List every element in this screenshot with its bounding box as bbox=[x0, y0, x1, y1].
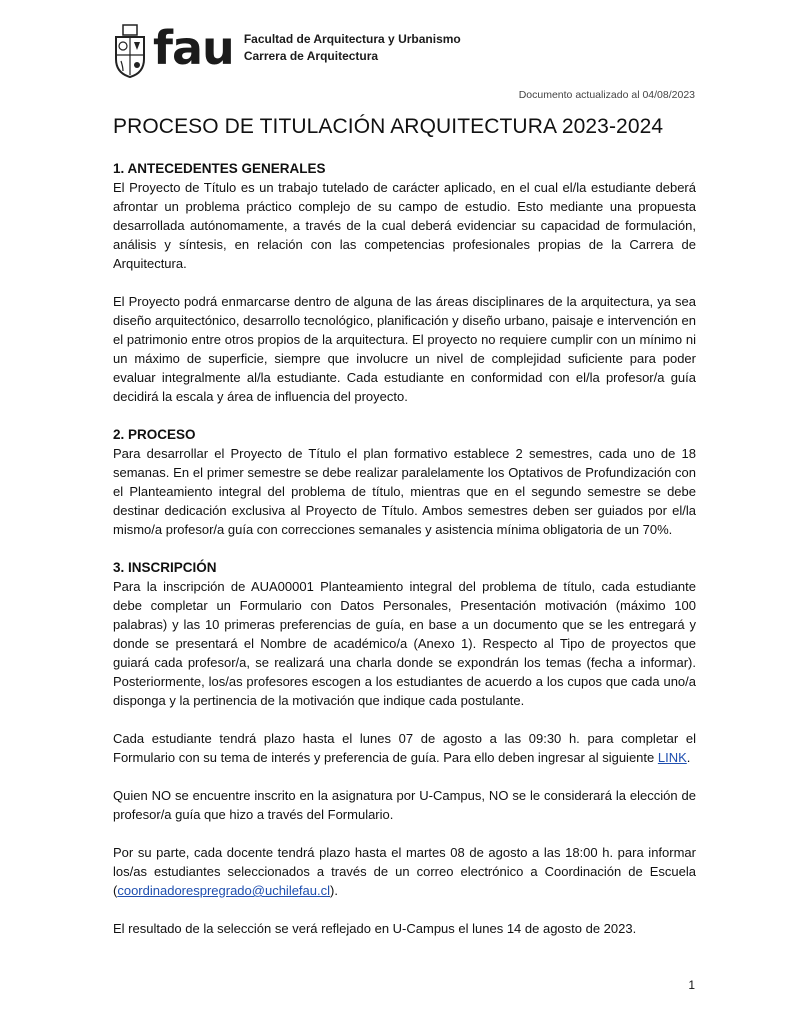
paragraph: Para desarrollar el Proyecto de Título el plan formativo establece 2 semestres, cada uno de 18 semanas. En el primer semestre se debe realizar paralelamente los Optativos de Profundización con el Planteamiento integral del problema de título, mientras que en el segundo semestre se debe destinar dedicación exclusiva al Proyecto de Título. Ambos semestres deben ser guiados por el/la mismo/a profesor/a guía con correcciones semanales y asistencia mínima obligatoria de un 70%. bbox=[113, 446, 696, 537]
faculty-name-block bbox=[244, 31, 461, 65]
section-proceso bbox=[113, 425, 696, 539]
paragraph-with-email bbox=[113, 843, 696, 900]
paragraph: Quien NO se encuentre inscrito en la asignatura por U-Campus, NO se le considerará la elección de profesor/a guía que hizo a través del Formulario. bbox=[113, 788, 696, 822]
section-heading: 3. INSCRIPCIÓN bbox=[113, 560, 217, 575]
paragraph-with-link bbox=[113, 729, 696, 767]
paragraph: El Proyecto de Título es un trabajo tutelado de carácter aplicado, en el cual el/la estudiante deberá afrontar un problema práctico complejo de su campo de estudio. Esto mediante una propuesta desarrollada autónomamente, a través de la cual deberá evidenciar su capacidad de formulación, análisis y síntesis, en relación con las competencias profesionales propias de la Carrera de Arquitectura. bbox=[113, 180, 696, 271]
updated-date: Documento actualizado al 04/08/2023 bbox=[518, 89, 695, 101]
form-link[interactable]: LINK bbox=[657, 750, 687, 765]
faculty-name: Facultad de Arquitectura y Urbanismo bbox=[243, 32, 461, 46]
university-seal-icon bbox=[113, 23, 147, 79]
text: ). bbox=[330, 883, 338, 898]
section-heading: 2. PROCESO bbox=[113, 427, 196, 442]
text: Por su parte, cada docente tendrá plazo hasta el martes 08 de agosto a las 18:00 h. para informar los/as estudiantes seleccionados a través de un correo electrónico a Coordinación de Escuela ( bbox=[113, 845, 696, 898]
document-title: PROCESO DE TITULACIÓN ARQUITECTURA 2023-2024 bbox=[113, 115, 664, 138]
section-heading: 1. ANTECEDENTES GENERALES bbox=[113, 161, 326, 176]
fau-logo: fau bbox=[153, 21, 234, 75]
paragraph: El Proyecto podrá enmarcarse dentro de alguna de las áreas disciplinares de la arquitectura, ya sea diseño arquitectónico, desarrollo tecnológico, planificación y diseño urbano, paisaje e intervención en el patrimonio entre otros propios de la arquitectura. El proyecto no requiere cumplir con un mínimo ni un máximo de superficie, siempre que involucre un nivel de complejidad suficiente para poder evaluar integralmente al/la estudiante. Cada estudiante en conformidad con el/la profesor/a guía decidirá la escala y área de influencia del proyecto. bbox=[113, 294, 696, 404]
career-name: Carrera de Arquitectura bbox=[243, 49, 379, 63]
paragraph: El resultado de la selección se verá reflejado en U-Campus el lunes 14 de agosto de 2023. bbox=[113, 921, 637, 936]
letterhead bbox=[113, 20, 461, 82]
text: Cada estudiante tendrá plazo hasta el lunes 07 de agosto a las 09:30 h. para completar el Formulario con su tema de interés y preferencia de guía. Para ello deben ingresar al siguiente bbox=[113, 731, 696, 765]
section-antecedentes bbox=[113, 159, 696, 406]
email-link[interactable]: coordinadorespregrado@uchilefau.cl bbox=[117, 883, 331, 898]
page-number: 1 bbox=[688, 978, 695, 992]
paragraph: Para la inscripción de AUA00001 Planteamiento integral del problema de título, cada estudiante debe completar un Formulario con Datos Personales, Presentación motivación (máximo 100 palabras) y las 10 primeras preferencias de guía, en base a un documento que se les entregará y donde se presentará el Nombre de académico/a (Anexo 1). Respecto al Tipo de proyectos que guiará cada profesor/a, se realizará una charla donde se expondrán los temas (fecha a informar). Posteriormente, los/as profesores escogen a los estudiantes de acuerdo a los cupos que cada uno/a disponga y la pertinencia de la motivación que indique cada postulante. bbox=[113, 579, 696, 708]
section-inscripcion bbox=[113, 558, 696, 938]
document-body bbox=[113, 115, 696, 957]
text: . bbox=[686, 750, 691, 765]
